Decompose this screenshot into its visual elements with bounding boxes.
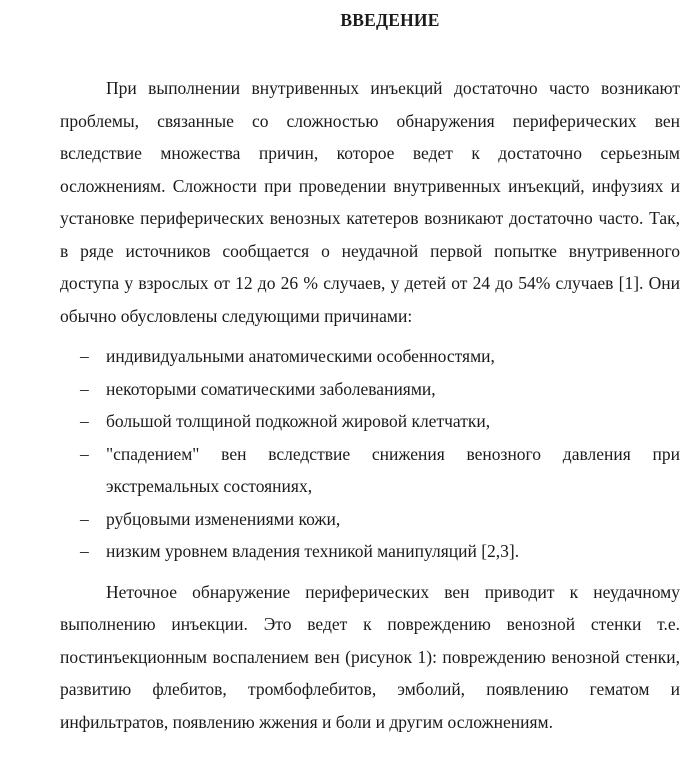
list-dash: – [80,411,89,431]
intro-paragraph: При выполнении внутривенных инъекций достаточно часто возникают проблемы, связанные со сложностью обнаружения периферических вен вследствие множества причин, которое ведет к достаточно серьезным осложнениям. Сложности при проведении внутривенных инъекций, инфузиях и установке периферических венозных катетеров возникают достаточно часто. Так, в ряде источников сообщается о неудачной первой попытке внутривенного доступа у взрослых от 12 до 26 % случаев, у детей от 24 до 54% случаев [1]. Они обычно обусловлены следующими причинами: [60,78,680,326]
list-dash: – [80,541,89,561]
list-dash: – [80,346,89,366]
list-item [60,405,680,438]
conclusion-paragraph: Неточное обнаружение периферических вен приводит к неудачному выполнению инъекции. Это ведет к повреждению венозной стенки т.е. постинъекционным воспалением вен (рисунок 1): повреждению венозной стенки, развитию флебитов, тромбофлебитов, эмболий, появлению гематом и инфильтратов, появлению жжения и боли и другим осложнениям. [60,581,680,732]
section-title: ВВЕДЕНИЕ [340,10,440,30]
list-item-text: "спадением" вен вследствие снижения венозного давления при экстремальных состояниях, [106,443,680,496]
list-dash: – [80,378,89,399]
list-item-text: низким уровнем владения техникой манипуляций [2,3]. [106,541,520,561]
list-item [60,535,680,568]
list-item [60,340,680,373]
list-item-text: некоторыми соматическими заболеваниями, [106,378,436,399]
list-item-text: большой толщиной подкожной жировой клетчатки, [106,411,491,431]
list-item-text: индивидуальными анатомическими особенностями, [106,346,495,366]
list-item-text: рубцовыми изменениями кожи, [106,508,341,529]
list-dash: – [80,443,89,464]
list-item [60,373,680,406]
list-item [60,438,680,503]
document-page [0,10,700,771]
causes-list [60,340,680,568]
list-item [60,503,680,536]
list-dash: – [80,508,89,529]
